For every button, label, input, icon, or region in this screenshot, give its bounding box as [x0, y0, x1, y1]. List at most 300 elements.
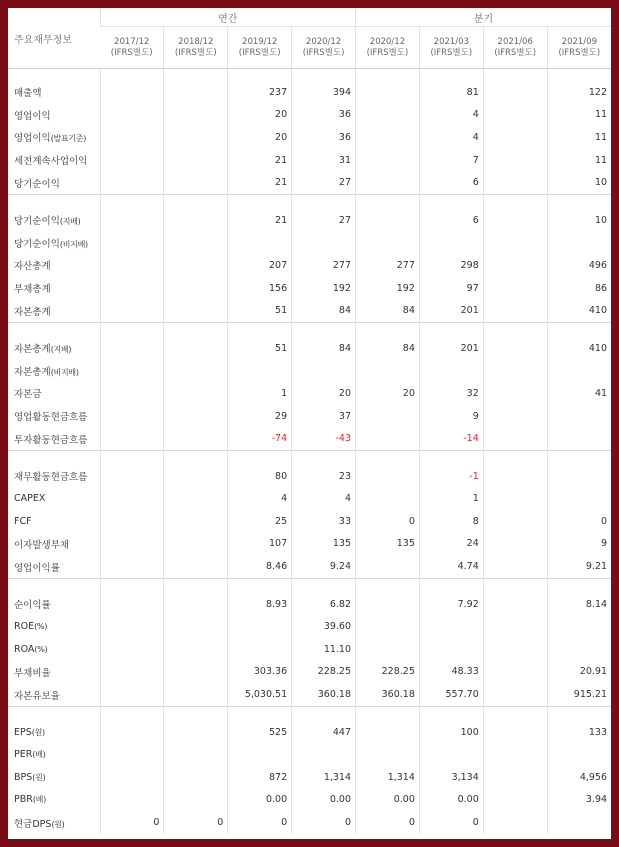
value-cell: 37	[292, 405, 356, 428]
value-cell	[547, 615, 611, 638]
table-row	[8, 638, 611, 661]
value-cell	[483, 555, 547, 578]
table-row	[8, 149, 611, 172]
row-label-suffix: (원)	[32, 772, 46, 782]
value-cell: -14	[419, 427, 483, 450]
value-cell: 0	[292, 811, 356, 834]
value-cell	[483, 232, 547, 255]
row-label-text: 영업이익	[14, 110, 51, 122]
value-cell: 84	[292, 337, 356, 360]
row-label	[8, 209, 100, 232]
value-cell: 557.70	[419, 683, 483, 706]
value-cell	[547, 405, 611, 428]
value-cell	[483, 811, 547, 834]
period-date: 2020/12	[305, 36, 342, 47]
row-label	[8, 638, 100, 661]
value-cell	[547, 488, 611, 511]
value-cell: 1	[228, 382, 292, 405]
row-label	[8, 382, 100, 405]
value-cell	[547, 465, 611, 488]
row-label	[8, 615, 100, 638]
value-cell	[483, 510, 547, 533]
row-label-text: FCF	[14, 515, 32, 527]
row-label-text: 자본금	[14, 389, 42, 401]
table-row	[8, 555, 611, 578]
value-cell: 11	[547, 126, 611, 149]
value-cell	[356, 615, 420, 638]
value-cell	[356, 360, 420, 383]
period-header	[228, 27, 292, 69]
value-cell	[164, 299, 228, 322]
value-cell: 4	[292, 488, 356, 511]
period-date: 2021/09	[561, 36, 597, 47]
value-cell: 3.94	[547, 789, 611, 812]
value-cell	[483, 254, 547, 277]
value-cell	[483, 126, 547, 149]
value-cell	[483, 299, 547, 322]
table-row	[8, 721, 611, 744]
value-cell: 10	[547, 171, 611, 194]
value-cell	[356, 721, 420, 744]
row-label	[8, 555, 100, 578]
value-cell	[100, 337, 164, 360]
value-cell: 237	[228, 81, 292, 104]
value-cell: 496	[547, 254, 611, 277]
value-cell	[164, 721, 228, 744]
value-cell: 100	[419, 721, 483, 744]
value-cell: 201	[419, 299, 483, 322]
value-cell: 84	[356, 299, 420, 322]
table-row	[8, 488, 611, 511]
value-cell: 1,314	[356, 766, 420, 789]
value-cell	[164, 615, 228, 638]
value-cell	[483, 360, 547, 383]
table-row	[8, 683, 611, 706]
period-basis: (IFRS별도)	[110, 47, 153, 58]
value-cell: 8	[419, 510, 483, 533]
value-cell	[483, 382, 547, 405]
table-corner-label: 주요재무정보	[8, 8, 100, 69]
row-label-text: 당기순이익	[14, 238, 60, 250]
value-cell	[164, 427, 228, 450]
value-cell	[100, 299, 164, 322]
value-cell: 21	[228, 171, 292, 194]
value-cell: 10	[547, 209, 611, 232]
value-cell	[100, 721, 164, 744]
row-label	[8, 360, 100, 383]
value-cell	[356, 555, 420, 578]
value-cell: 20	[356, 382, 420, 405]
value-cell	[100, 81, 164, 104]
row-label	[8, 811, 100, 834]
row-label-text: PER	[14, 749, 33, 761]
value-cell: 80	[228, 465, 292, 488]
value-cell	[100, 104, 164, 127]
value-cell	[419, 638, 483, 661]
row-label	[8, 104, 100, 127]
period-header	[100, 27, 164, 69]
value-cell	[228, 615, 292, 638]
value-cell	[100, 510, 164, 533]
value-cell: 0	[547, 510, 611, 533]
period-header	[419, 27, 483, 69]
value-cell: 39.60	[292, 615, 356, 638]
financial-summary-panel	[8, 8, 611, 839]
value-cell	[164, 277, 228, 300]
value-cell	[164, 81, 228, 104]
period-header	[547, 27, 611, 69]
value-cell	[100, 149, 164, 172]
value-cell	[228, 638, 292, 661]
value-cell: 21	[228, 149, 292, 172]
period-header	[483, 27, 547, 69]
value-cell: 84	[292, 299, 356, 322]
value-cell: 20	[228, 126, 292, 149]
value-cell	[164, 593, 228, 616]
value-cell	[164, 126, 228, 149]
value-cell: 29	[228, 405, 292, 428]
value-cell	[100, 533, 164, 556]
value-cell	[483, 104, 547, 127]
value-cell: 0	[356, 811, 420, 834]
value-cell: 9.21	[547, 555, 611, 578]
row-label	[8, 533, 100, 556]
value-cell: 4.74	[419, 555, 483, 578]
value-cell	[483, 638, 547, 661]
value-cell: 4,956	[547, 766, 611, 789]
value-cell	[547, 638, 611, 661]
value-cell	[356, 488, 420, 511]
value-cell	[292, 743, 356, 766]
value-cell	[356, 743, 420, 766]
value-cell	[100, 615, 164, 638]
value-cell	[100, 593, 164, 616]
value-cell	[483, 337, 547, 360]
row-label-text: ROE	[14, 621, 35, 633]
period-header	[292, 27, 356, 69]
value-cell	[164, 232, 228, 255]
value-cell: 4	[419, 104, 483, 127]
value-cell	[483, 766, 547, 789]
table-row	[8, 766, 611, 789]
value-cell: 4	[228, 488, 292, 511]
table-row	[8, 299, 611, 322]
value-cell: 32	[419, 382, 483, 405]
value-cell: 11	[547, 149, 611, 172]
value-cell	[483, 405, 547, 428]
value-cell	[483, 427, 547, 450]
value-cell	[356, 593, 420, 616]
value-cell	[164, 789, 228, 812]
value-cell: 11.10	[292, 638, 356, 661]
value-cell: 11	[547, 104, 611, 127]
value-cell: 156	[228, 277, 292, 300]
value-cell	[100, 683, 164, 706]
value-cell	[100, 766, 164, 789]
value-cell	[164, 488, 228, 511]
value-cell	[483, 615, 547, 638]
value-cell: 192	[292, 277, 356, 300]
value-cell: 48.33	[419, 661, 483, 684]
value-cell	[100, 254, 164, 277]
value-cell	[100, 555, 164, 578]
period-basis: (IFRS별도)	[494, 47, 537, 58]
row-label	[8, 743, 100, 766]
period-basis: (IFRS별도)	[430, 47, 473, 58]
row-label-suffix: (%)	[34, 644, 48, 654]
row-label	[8, 254, 100, 277]
value-cell	[100, 171, 164, 194]
value-cell	[483, 149, 547, 172]
row-label-suffix: (지배)	[59, 217, 81, 227]
value-cell	[419, 360, 483, 383]
period-basis: (IFRS별도)	[366, 47, 409, 58]
row-label-text: BPS	[14, 771, 33, 783]
value-cell: 1,314	[292, 766, 356, 789]
row-label-text: CAPEX	[14, 493, 46, 505]
value-cell: 201	[419, 337, 483, 360]
value-cell	[228, 232, 292, 255]
value-cell: 228.25	[292, 661, 356, 684]
value-cell	[100, 465, 164, 488]
period-basis: (IFRS별도)	[558, 47, 601, 58]
value-cell	[483, 721, 547, 744]
value-cell: 20	[292, 382, 356, 405]
value-cell: 0	[164, 811, 228, 834]
value-cell: 303.36	[228, 661, 292, 684]
row-label-text: 이자발생부채	[14, 539, 70, 551]
period-date: 2021/03	[433, 36, 469, 47]
group-spacer	[8, 578, 611, 593]
table-row	[8, 615, 611, 638]
row-label-text: 당기순이익	[14, 178, 60, 190]
value-cell: 8.14	[547, 593, 611, 616]
row-label-suffix: (원)	[51, 819, 65, 829]
row-label-text: 자본총계	[14, 366, 51, 378]
value-cell	[419, 232, 483, 255]
period-basis: (IFRS별도)	[302, 47, 345, 58]
row-label-text: PBR	[14, 794, 33, 806]
value-cell	[483, 465, 547, 488]
row-label	[8, 337, 100, 360]
value-cell	[100, 661, 164, 684]
table-row	[8, 593, 611, 616]
period-header	[164, 27, 228, 69]
row-label	[8, 81, 100, 104]
value-cell	[547, 232, 611, 255]
row-label	[8, 593, 100, 616]
period-date: 2020/12	[369, 36, 406, 47]
row-label	[8, 766, 100, 789]
value-cell: 6.82	[292, 593, 356, 616]
value-cell	[356, 232, 420, 255]
row-label-suffix: (원)	[31, 727, 45, 737]
value-cell: 207	[228, 254, 292, 277]
value-cell: 135	[356, 533, 420, 556]
financial-table	[8, 8, 611, 834]
value-cell: 0	[100, 811, 164, 834]
value-cell	[292, 360, 356, 383]
value-cell	[164, 360, 228, 383]
row-label-text: 자본유보율	[14, 690, 60, 702]
value-cell	[164, 766, 228, 789]
value-cell: 135	[292, 533, 356, 556]
value-cell: 3,134	[419, 766, 483, 789]
annual-header: 연간	[100, 8, 356, 27]
table-row	[8, 277, 611, 300]
table-row	[8, 126, 611, 149]
value-cell	[100, 488, 164, 511]
value-cell: 192	[356, 277, 420, 300]
value-cell: 51	[228, 337, 292, 360]
row-label	[8, 510, 100, 533]
value-cell	[356, 81, 420, 104]
row-label	[8, 661, 100, 684]
table-row	[8, 104, 611, 127]
value-cell	[547, 743, 611, 766]
value-cell	[164, 405, 228, 428]
value-cell	[356, 209, 420, 232]
value-cell: 133	[547, 721, 611, 744]
value-cell	[100, 405, 164, 428]
value-cell: 410	[547, 299, 611, 322]
value-cell: 360.18	[356, 683, 420, 706]
value-cell	[419, 615, 483, 638]
value-cell: 0	[419, 811, 483, 834]
value-cell	[100, 209, 164, 232]
value-cell: 0	[228, 811, 292, 834]
value-cell	[483, 533, 547, 556]
value-cell	[356, 171, 420, 194]
value-cell: 277	[356, 254, 420, 277]
value-cell	[100, 382, 164, 405]
row-label-text: 부채비율	[14, 667, 51, 679]
value-cell	[164, 638, 228, 661]
value-cell	[164, 382, 228, 405]
table-row	[8, 510, 611, 533]
period-basis: (IFRS별도)	[238, 47, 281, 58]
value-cell: 9	[419, 405, 483, 428]
value-cell: 0.00	[419, 789, 483, 812]
period-date: 2018/12	[178, 36, 214, 47]
group-spacer	[8, 450, 611, 465]
row-label	[8, 721, 100, 744]
row-label	[8, 789, 100, 812]
value-cell: 4	[419, 126, 483, 149]
value-cell: 6	[419, 209, 483, 232]
table-row	[8, 209, 611, 232]
value-cell	[164, 254, 228, 277]
value-cell	[164, 661, 228, 684]
value-cell: 298	[419, 254, 483, 277]
value-cell	[100, 427, 164, 450]
value-cell	[100, 743, 164, 766]
value-cell	[483, 661, 547, 684]
value-cell: 6	[419, 171, 483, 194]
group-spacer	[8, 194, 611, 209]
period-date: 2017/12	[114, 36, 150, 47]
table-row	[8, 405, 611, 428]
value-cell	[356, 126, 420, 149]
row-label-text: ROA	[14, 643, 35, 655]
value-cell: 36	[292, 104, 356, 127]
value-cell	[100, 638, 164, 661]
value-cell: 8.93	[228, 593, 292, 616]
row-label-text: EPS	[14, 726, 32, 738]
row-label-suffix: (비지배)	[50, 367, 79, 377]
value-cell: 20.91	[547, 661, 611, 684]
value-cell: -1	[419, 465, 483, 488]
row-label	[8, 465, 100, 488]
value-cell: 86	[547, 277, 611, 300]
value-cell: 525	[228, 721, 292, 744]
row-label	[8, 232, 100, 255]
value-cell: 360.18	[292, 683, 356, 706]
value-cell: 20	[228, 104, 292, 127]
table-row	[8, 427, 611, 450]
value-cell: 81	[419, 81, 483, 104]
value-cell: 84	[356, 337, 420, 360]
value-cell: 5,030.51	[228, 683, 292, 706]
value-cell	[100, 789, 164, 812]
value-cell	[547, 360, 611, 383]
value-cell: 33	[292, 510, 356, 533]
value-cell: 27	[292, 209, 356, 232]
table-row	[8, 81, 611, 104]
value-cell	[100, 232, 164, 255]
value-cell: 51	[228, 299, 292, 322]
value-cell	[483, 488, 547, 511]
row-label-suffix: (지배)	[50, 345, 72, 355]
table-row	[8, 533, 611, 556]
value-cell	[100, 277, 164, 300]
value-cell	[164, 743, 228, 766]
row-label	[8, 488, 100, 511]
value-cell	[164, 510, 228, 533]
value-cell: 0	[356, 510, 420, 533]
value-cell	[356, 427, 420, 450]
group-spacer	[8, 322, 611, 337]
value-cell: 97	[419, 277, 483, 300]
row-label	[8, 126, 100, 149]
value-cell	[164, 555, 228, 578]
table-row	[8, 661, 611, 684]
group-spacer	[8, 706, 611, 721]
value-cell	[483, 209, 547, 232]
table-row	[8, 811, 611, 834]
row-label	[8, 427, 100, 450]
value-cell	[100, 360, 164, 383]
value-cell: 1	[419, 488, 483, 511]
row-label-text: 세전계속사업이익	[14, 156, 88, 168]
table-row	[8, 465, 611, 488]
row-label-text: 현금DPS	[14, 818, 52, 830]
value-cell	[547, 811, 611, 834]
value-cell	[228, 360, 292, 383]
value-cell	[483, 593, 547, 616]
table-row	[8, 789, 611, 812]
value-cell: 21	[228, 209, 292, 232]
value-cell: 25	[228, 510, 292, 533]
value-cell	[164, 209, 228, 232]
row-label-suffix: (%)	[34, 622, 48, 632]
value-cell: 36	[292, 126, 356, 149]
row-label-text: 자본총계	[14, 344, 51, 356]
value-cell: 107	[228, 533, 292, 556]
value-cell: 0.00	[356, 789, 420, 812]
value-cell	[164, 337, 228, 360]
value-cell: 0.00	[228, 789, 292, 812]
